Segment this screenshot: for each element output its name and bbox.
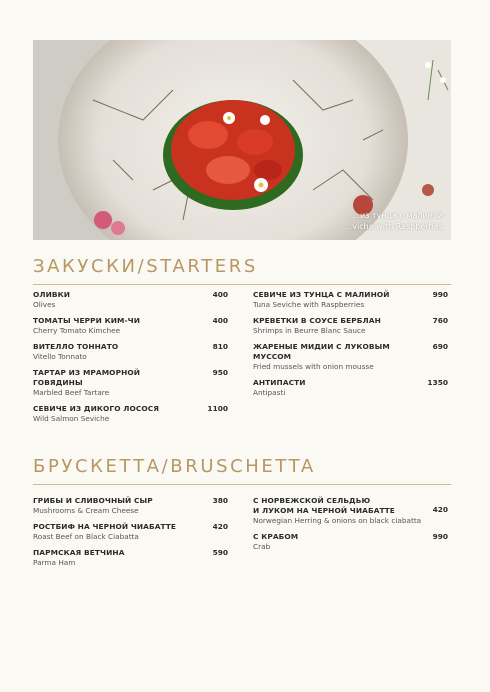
item-price: 760 xyxy=(432,316,448,325)
item-name: С КРАБОМ xyxy=(253,532,299,541)
item-subtitle: Roast Beef on Black Ciabatta xyxy=(33,532,139,541)
item-price: 420 xyxy=(432,505,448,514)
item-subtitle: Marbled Beef Tartare xyxy=(33,388,110,397)
item-name: ТОМАТЫ ЧЕРРИ КИМ-ЧИ xyxy=(33,316,140,325)
item-price: 1100 xyxy=(207,404,228,413)
starters-right-column xyxy=(253,290,448,404)
item-price: 990 xyxy=(432,532,448,541)
item-name: ВИТЕЛЛО ТОННАТО xyxy=(33,342,119,351)
menu-item xyxy=(33,548,228,568)
item-price: 420 xyxy=(212,522,228,531)
item-subtitle: Olives xyxy=(33,300,56,309)
item-name: ГРИБЫ И СЛИВОЧНЫЙ СЫР xyxy=(33,496,153,505)
item-subtitle: Mushrooms & Cream Cheese xyxy=(33,506,139,515)
item-subtitle: Norwegian Herring & onions on black ciabatta xyxy=(253,516,422,525)
item-name: С НОРВЕЖСКОЙ СЕЛЬДЬЮ xyxy=(253,496,371,505)
item-name: РОСТБИФ НА ЧЕРНОЙ ЧИАБАТТЕ xyxy=(33,522,176,531)
item-name: СЕВИЧЕ ИЗ ДИКОГО ЛОСОСЯ xyxy=(33,404,160,413)
item-name: СЕВИЧЕ ИЗ ТУНЦА С МАЛИНОЙ xyxy=(253,290,390,299)
item-subtitle: Fried mussels with onion mousse xyxy=(253,362,374,371)
caption-ru: ...из тунца с малиной xyxy=(352,211,443,220)
item-name: ТАРТАР ИЗ МРАМОРНОЙ ГОВЯДИНЫ xyxy=(33,368,141,387)
menu-item xyxy=(33,290,228,310)
dish-photo xyxy=(33,40,451,240)
bruschetta-left-column xyxy=(33,496,228,574)
menu-item xyxy=(33,342,228,362)
starters-title: ЗАКУСКИ/STARTERS xyxy=(33,256,258,277)
menu-item xyxy=(253,496,448,526)
item-price: 400 xyxy=(212,290,228,299)
item-name-line2: И ЛУКОМ НА ЧЕРНОЙ ЧИАБАТТЕ xyxy=(253,506,395,515)
starters-left-column xyxy=(33,290,228,430)
menu-item xyxy=(33,368,228,398)
menu-item xyxy=(253,378,448,398)
item-name: АНТИПАСТИ xyxy=(253,378,306,387)
bruschetta-title: БРУСКЕТТА/BRUSCHETTA xyxy=(33,456,316,477)
menu-item xyxy=(253,290,448,310)
bruschetta-right-column xyxy=(253,496,448,558)
item-price: 400 xyxy=(212,316,228,325)
item-price: 590 xyxy=(212,548,228,557)
item-subtitle: Parma Ham xyxy=(33,558,76,567)
item-subtitle: Antipasti xyxy=(253,388,286,397)
item-name: ОЛИВКИ xyxy=(33,290,71,299)
item-subtitle: Wild Salmon Seviche xyxy=(33,414,110,423)
item-subtitle: Shrimps in Beurre Blanc Sauce xyxy=(253,326,366,335)
item-subtitle: Vitello Tonnato xyxy=(33,352,87,361)
item-price: 950 xyxy=(212,368,228,377)
menu-item xyxy=(253,316,448,336)
menu-item xyxy=(33,316,228,336)
item-name: КРЕВЕТКИ В СОУСЕ БЕРБЛАН xyxy=(253,316,381,325)
item-subtitle: Cherry Tomato Kimchee xyxy=(33,326,121,335)
item-name: ЖАРЕНЫЕ МИДИИ С ЛУКОВЫМ МУССОМ xyxy=(253,342,390,361)
item-price: 380 xyxy=(212,496,228,505)
caption-en: ...viche with Raspberries xyxy=(344,222,443,231)
item-name: ПАРМСКАЯ ВЕТЧИНА xyxy=(33,548,125,557)
item-price: 990 xyxy=(432,290,448,299)
menu-item xyxy=(253,532,448,552)
item-price: 810 xyxy=(212,342,228,351)
photo-caption xyxy=(345,210,443,232)
menu-item xyxy=(253,342,448,372)
menu-item xyxy=(33,496,228,516)
starters-divider xyxy=(33,284,451,285)
item-price: 1350 xyxy=(427,378,448,387)
item-subtitle: Tuna Seviche with Raspberries xyxy=(253,300,365,309)
menu-item xyxy=(33,404,228,424)
item-price: 690 xyxy=(432,342,448,351)
bruschetta-divider xyxy=(33,484,451,485)
item-subtitle: Crab xyxy=(253,542,271,551)
menu-item xyxy=(33,522,228,542)
